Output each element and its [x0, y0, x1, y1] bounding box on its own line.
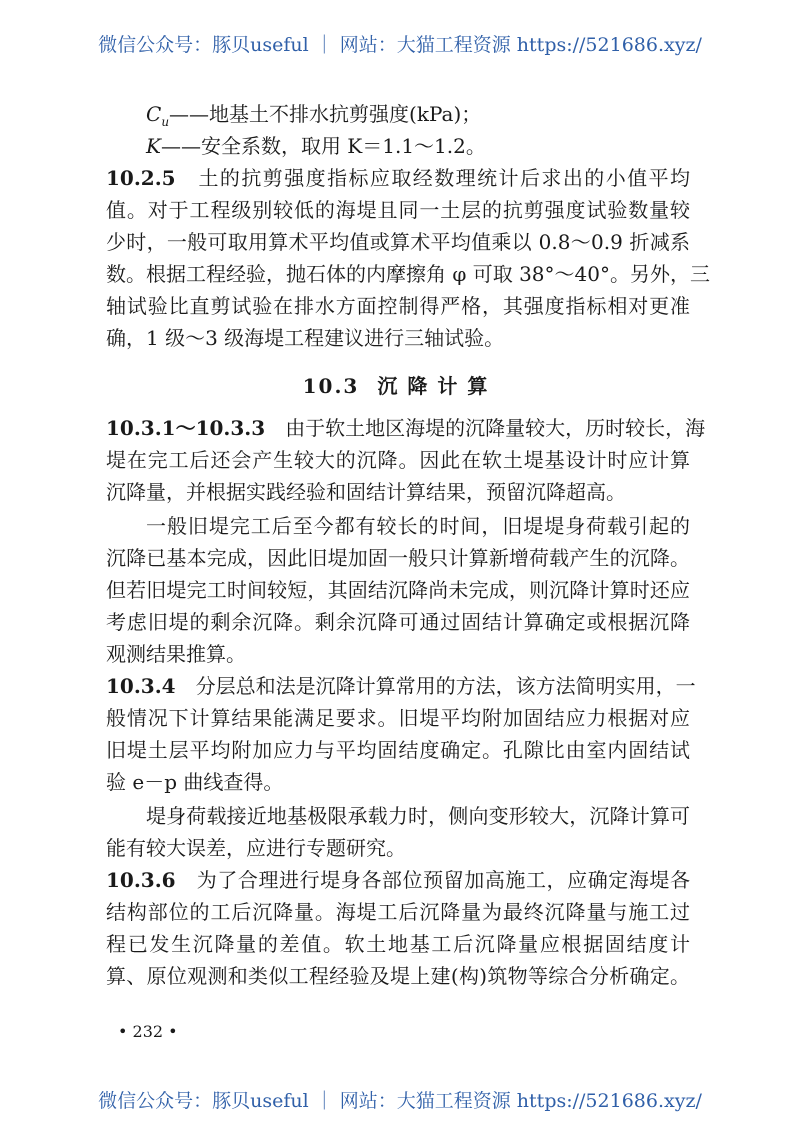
- paragraph-old-dike-line-3: 但若旧堤完工时间较短，其固结沉降尚未完成，则沉降计算时还应: [106, 578, 690, 602]
- clause-number: 10.2.5: [106, 166, 176, 190]
- paragraph-old-dike-line-1: 一般旧堤完工后至今都有较长的时间，旧堤堤身荷载引起的: [146, 514, 690, 538]
- k-definition: K——安全系数，取用 K＝1.1～1.2。: [146, 134, 486, 158]
- clause-number: 10.3.6: [106, 868, 176, 892]
- clause-10-2-5-line-3: 少时，一般可取用算术平均值或算术平均值乘以 0.8～0.9 折减系: [106, 230, 690, 254]
- clause-10-3-1-line-1: 10.3.1～10.3.3 由于软土地区海堤的沉降量较大，历时较长，海: [106, 416, 706, 440]
- clause-10-3-4-line-2: 般情况下计算结果能满足要求。旧堤平均附加固结应力根据对应: [106, 706, 690, 730]
- paragraph-old-dike-line-2: 沉降已基本完成，因此旧堤加固一般只计算新增荷载产生的沉降。: [106, 546, 690, 570]
- section-number: 10.3: [302, 374, 360, 398]
- clause-10-2-5-line-5: 轴试验比直剪试验在排水方面控制得严格，其强度指标相对更准: [106, 294, 690, 318]
- section-heading: [0, 370, 800, 399]
- clause-10-3-1-line-2: 堤在完工后还会产生较大的沉降。因此在软土堤基设计时应计算: [106, 448, 690, 472]
- clause-10-3-6-line-4: 算、原位观测和类似工程经验及堤上建(构)筑物等综合分析确定。: [106, 964, 690, 988]
- clause-number: 10.3.4: [106, 674, 176, 698]
- clause-10-2-5-line-1: 10.2.5 土的抗剪强度指标应取经数理统计后求出的小值平均: [106, 166, 691, 190]
- clause-10-2-5-line-4: 数。根据工程经验，抛石体的内摩擦角 φ 可取 38°～40°。另外，三: [106, 262, 710, 286]
- paragraph-old-dike-line-5: 观测结果推算。: [106, 642, 246, 666]
- clause-10-3-4-line-3: 旧堤土层平均附加应力与平均固结度确定。孔隙比由室内固结试: [106, 738, 690, 762]
- clause-10-2-5-line-2: 值。对于工程级别较低的海堤且同一土层的抗剪强度试验数量较: [106, 198, 690, 222]
- clause-10-3-6-line-3: 程已发生沉降量的差值。软土地基工后沉降量应根据固结度计: [106, 932, 690, 956]
- clause-10-2-5-line-6: 确，1 级～3 级海堤工程建议进行三轴试验。: [106, 326, 505, 350]
- clause-10-3-1-line-3: 沉降量，并根据实践经验和固结计算结果，预留沉降超高。: [106, 480, 626, 504]
- clause-10-3-4-line-4: 验 e－p 曲线查得。: [106, 770, 284, 794]
- cu-definition: $C_u——$地基土不排水抗剪强度(kPa)；: [146, 102, 482, 129]
- paragraph-load-line-1: 堤身荷载接近地基极限承载力时，侧向变形较大，沉降计算可: [146, 804, 690, 828]
- watermark-top: 微信公众号：豚贝useful ｜ 网站：大猫工程资源 https://521686.xyz/: [98, 34, 702, 56]
- section-title: 沉降计算: [377, 374, 498, 398]
- clause-10-3-6-line-2: 结构部位的工后沉降量。海堤工后沉降量为最终沉降量与施工过: [106, 900, 690, 924]
- clause-number: 10.3.1～10.3.3: [106, 416, 266, 440]
- clause-10-3-6-line-1: 10.3.6 为了合理进行堤身各部位预留加高施工，应确定海堤各: [106, 868, 691, 892]
- paragraph-load-line-2: 能有较大误差，应进行专题研究。: [106, 836, 406, 860]
- paragraph-old-dike-line-4: 考虑旧堤的剩余沉降。剩余沉降可通过固结计算确定或根据沉降: [106, 610, 690, 634]
- page-number: • 232 •: [118, 1022, 178, 1041]
- watermark-bottom: 微信公众号：豚贝useful ｜ 网站：大猫工程资源 https://521686.xyz/: [98, 1090, 702, 1112]
- clause-10-3-4-line-1: 10.3.4 分层总和法是沉降计算常用的方法，该方法简明实用，一: [106, 674, 696, 698]
